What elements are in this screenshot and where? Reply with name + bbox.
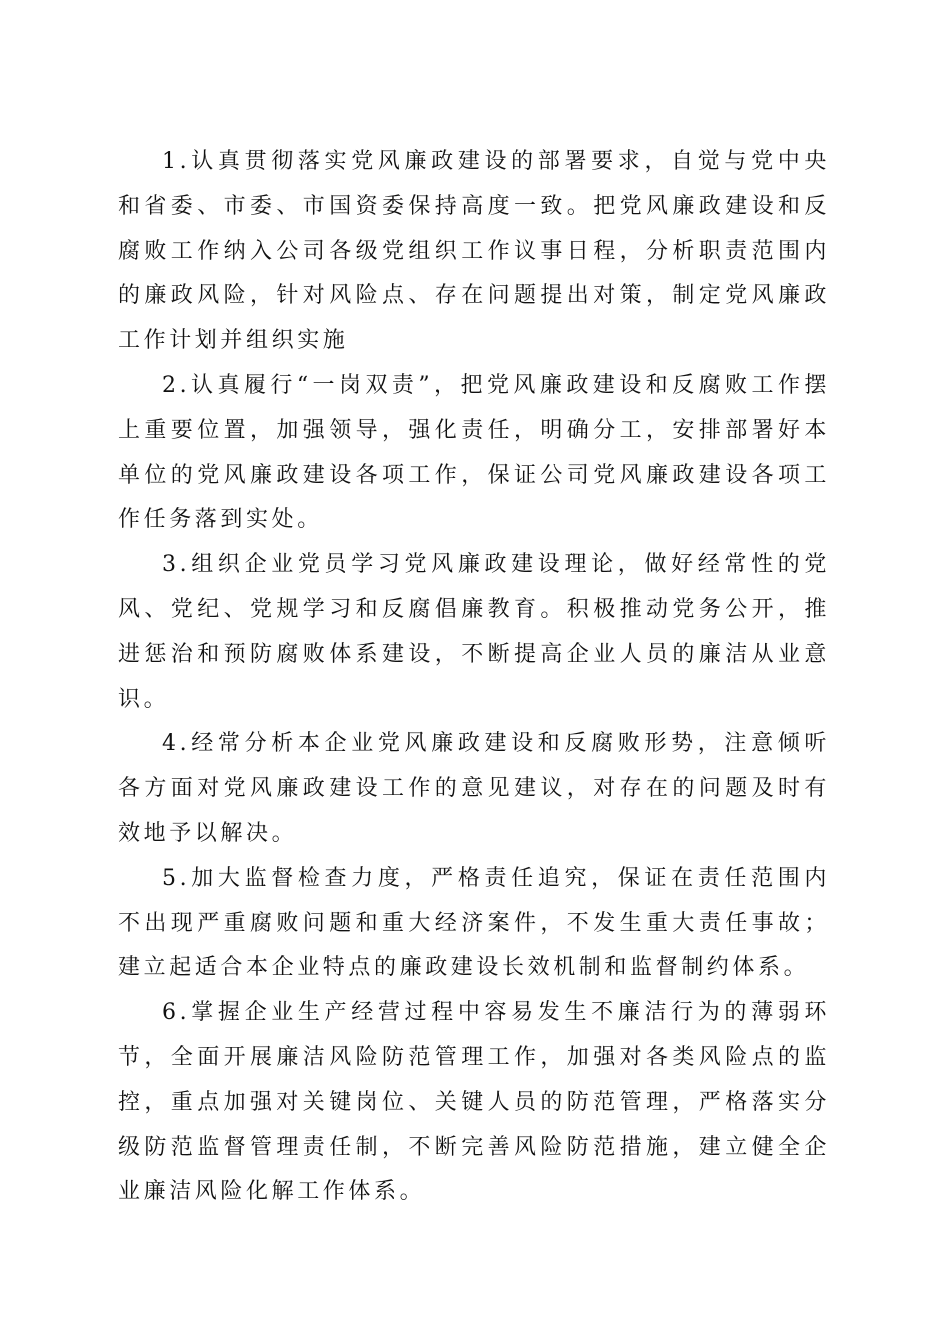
paragraph-5: 5.加大监督检查力度，严格责任追究，保证在责任范围内不出现严重腐败问题和重大经济案件，不发生重大责任事故；建立起适合本企业特点的廉政建设长效机制和监督制约体系。 [118,865,830,981]
paragraph-1: 1.认真贯彻落实党风廉政建设的部署要求，自觉与党中央和省委、市委、市国资委保持高度一致。把党风廉政建设和反腐败工作纳入公司各级党组织工作议事日程，分析职责范围内的廉政风险，针对风险点、存在问题提出对策，制定党风廉政工作计划并组织实施 [118,149,830,354]
document-body [118,140,830,1215]
paragraph-6: 6.掌握企业生产经营过程中容易发生不廉洁行为的薄弱环节，全面开展廉洁风险防范管理工作，加强对各类风险点的监控，重点加强对关键岗位、关键人员的防范管理，严格落实分级防范监督管理责任制，不断完善风险防范措施，建立健全企业廉洁风险化解工作体系。 [118,1000,830,1205]
paragraph-4: 4.经常分析本企业党风廉政建设和反腐败形势，注意倾听各方面对党风廉政建设工作的意见建议，对存在的问题及时有效地予以解决。 [118,731,830,846]
paragraph-3: 3.组织企业党员学习党风廉政建设理论，做好经常性的党风、党纪、党规学习和反腐倡廉教育。积极推动党务公开，推进惩治和预防腐败体系建设，不断提高企业人员的廉洁从业意识。 [118,552,830,712]
paragraph-2: 2.认真履行“一岗双责”，把党风廉政建设和反腐败工作摆上重要位置，加强领导，强化责任，明确分工，安排部署好本单位的党风廉政建设各项工作，保证公司党风廉政建设各项工作任务落到实处。 [118,372,830,533]
